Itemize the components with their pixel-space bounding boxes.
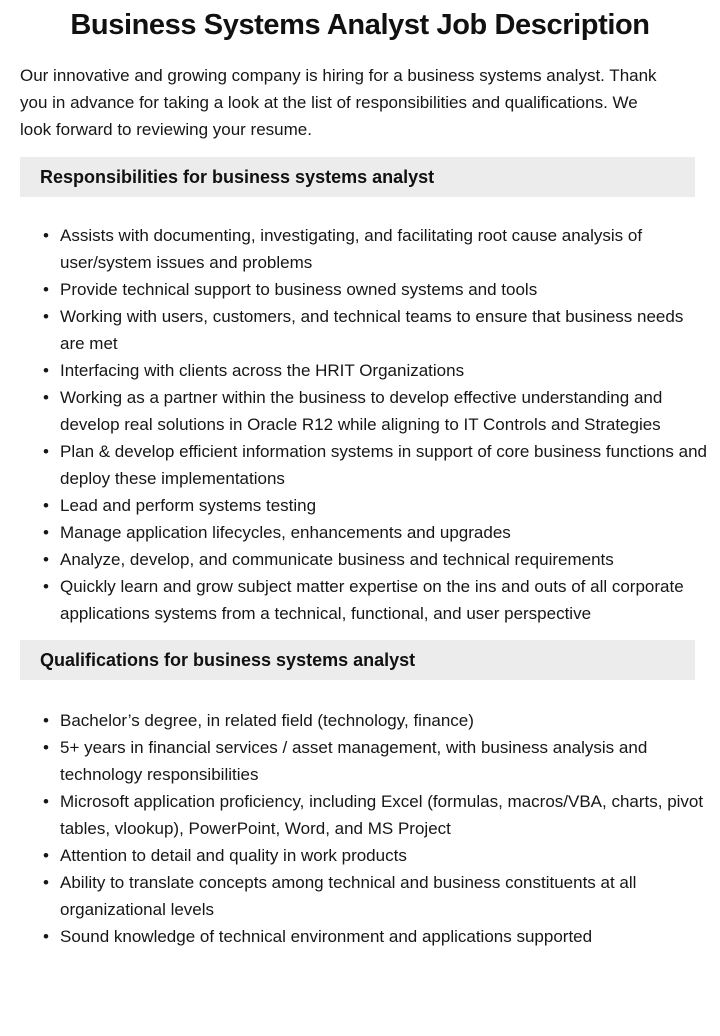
page-title: Business Systems Analyst Job Description <box>70 9 650 41</box>
responsibility-item: • Assists with documenting, investigating, and facilitating root cause analysis of user/system issues and problems <box>60 222 710 276</box>
responsibility-item: • Provide technical support to business owned systems and tools <box>60 276 710 303</box>
qualifications-section <box>0 640 720 950</box>
qualification-item: • Bachelor’s degree, in related field (technology, finance) <box>60 707 710 734</box>
responsibilities-list <box>20 222 710 627</box>
responsibility-item: • Working with users, customers, and technical teams to ensure that business needs are met <box>60 303 710 357</box>
responsibility-item: • Manage application lifecycles, enhancements and upgrades <box>60 519 710 546</box>
intro-paragraph: Our innovative and growing company is hiring for a business systems analyst. Thank you in advance for taking a look at the list of responsibilities and qualifications. We look forward to reviewing your resume. <box>20 66 657 139</box>
qualification-item: • Ability to translate concepts among technical and business constituents at all organizational levels <box>60 869 710 923</box>
qualifications-list <box>20 707 710 950</box>
qualification-item: • Sound knowledge of technical environment and applications supported <box>60 923 710 950</box>
qualification-item: • 5+ years in financial services / asset management, with business analysis and technology responsibilities <box>60 734 710 788</box>
responsibilities-heading-text: Responsibilities for business systems analyst <box>40 166 435 187</box>
qualification-item: • Microsoft application proficiency, including Excel (formulas, macros/VBA, charts, pivot tables, vlookup), PowerPoint, Word, and MS Project <box>60 788 710 842</box>
responsibilities-heading-bar <box>20 157 695 197</box>
qualifications-heading-text: Qualifications for business systems analyst <box>40 649 416 670</box>
qualification-item: • Attention to detail and quality in work products <box>60 842 710 869</box>
responsibility-item: • Analyze, develop, and communicate business and technical requirements <box>60 546 710 573</box>
responsibilities-section <box>0 157 720 627</box>
qualifications-heading-bar <box>20 640 695 680</box>
responsibility-item: • Lead and perform systems testing <box>60 492 710 519</box>
responsibility-item: • Plan & develop efficient information systems in support of core business functions and deploy these implementations <box>60 438 710 492</box>
responsibility-item: • Interfacing with clients across the HRIT Organizations <box>60 357 710 384</box>
job-description-page <box>0 6 720 1036</box>
responsibility-item: • Working as a partner within the business to develop effective understanding and develop real solutions in Oracle R12 while aligning to IT Controls and Strategies <box>60 384 710 438</box>
responsibility-item: • Quickly learn and grow subject matter expertise on the ins and outs of all corporate applications systems from a technical, functional, and user perspective <box>60 573 710 627</box>
